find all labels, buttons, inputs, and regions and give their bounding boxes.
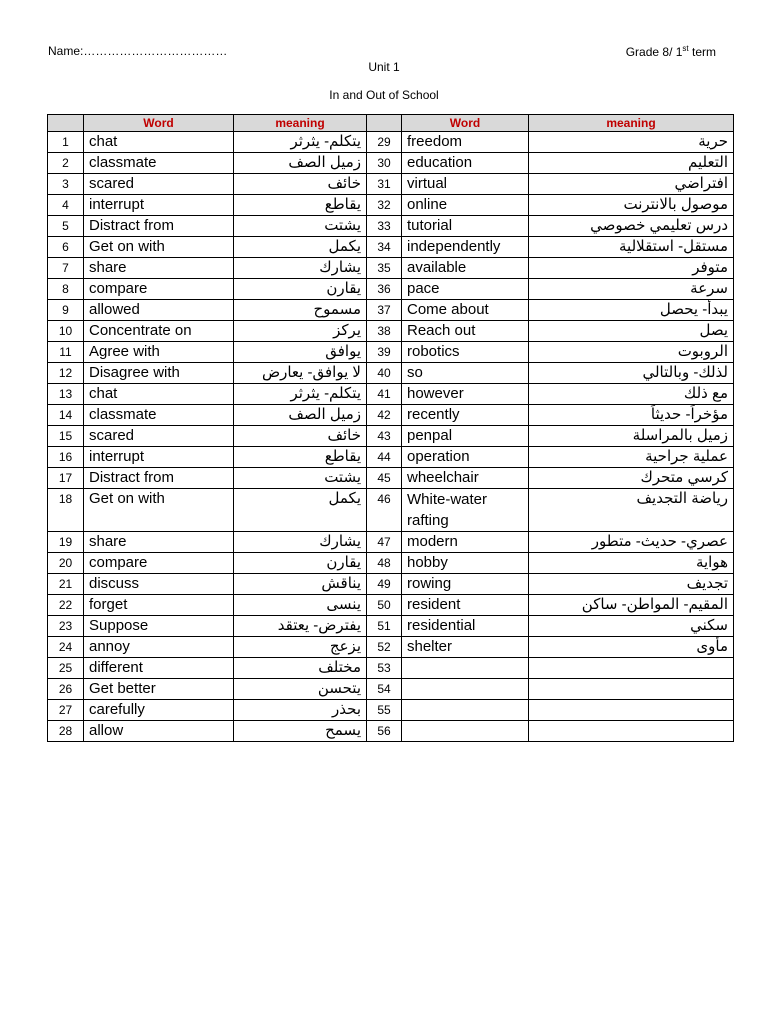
meaning-cell: يقاطع <box>234 447 367 468</box>
word-cell: Disagree with <box>84 363 234 384</box>
meaning-cell <box>529 700 734 721</box>
word-cell: share <box>84 258 234 279</box>
table-row <box>48 384 734 405</box>
meaning-cell: افتراضي <box>529 174 734 195</box>
word-cell: freedom <box>402 132 529 153</box>
word-cell: wheelchair <box>402 468 529 489</box>
row-number: 7 <box>48 258 84 279</box>
row-number: 36 <box>367 279 402 300</box>
table-row <box>48 553 734 574</box>
meaning-cell: متوفر <box>529 258 734 279</box>
row-number: 6 <box>48 237 84 258</box>
word-cell: White-water rafting <box>402 489 529 532</box>
meaning-cell: المقيم- المواطن- ساكن <box>529 595 734 616</box>
header-name-line <box>48 44 227 58</box>
word-cell <box>402 721 529 742</box>
word-cell: rowing <box>402 574 529 595</box>
row-number: 25 <box>48 658 84 679</box>
word-cell <box>402 658 529 679</box>
word-cell: Get on with <box>84 489 234 532</box>
word-cell: forget <box>84 595 234 616</box>
table-row <box>48 700 734 721</box>
vocabulary-table <box>47 114 734 742</box>
word-cell: hobby <box>402 553 529 574</box>
header-meaning-right: meaning <box>529 115 734 132</box>
meaning-cell: يزعج <box>234 637 367 658</box>
word-cell: discuss <box>84 574 234 595</box>
table-row <box>48 426 734 447</box>
meaning-cell: ينسى <box>234 595 367 616</box>
row-number: 35 <box>367 258 402 279</box>
word-cell: Reach out <box>402 321 529 342</box>
meaning-cell: لذلك- وبالتالي <box>529 363 734 384</box>
row-number: 23 <box>48 616 84 637</box>
table-row <box>48 153 734 174</box>
unit-subtitle: In and Out of School <box>329 88 439 102</box>
row-number: 49 <box>367 574 402 595</box>
meaning-cell <box>529 721 734 742</box>
meaning-cell: موصول بالانترنت <box>529 195 734 216</box>
row-number: 14 <box>48 405 84 426</box>
word-cell: Get better <box>84 679 234 700</box>
word-cell: chat <box>84 384 234 405</box>
row-number: 41 <box>367 384 402 405</box>
row-number: 18 <box>48 489 84 532</box>
meaning-cell <box>529 679 734 700</box>
meaning-cell: زميل الصف <box>234 153 367 174</box>
word-cell: Agree with <box>84 342 234 363</box>
word-cell: allowed <box>84 300 234 321</box>
word-cell: education <box>402 153 529 174</box>
meaning-cell: رياضة التجديف <box>529 489 734 532</box>
word-cell: Suppose <box>84 616 234 637</box>
word-cell: tutorial <box>402 216 529 237</box>
row-number: 48 <box>367 553 402 574</box>
word-cell: operation <box>402 447 529 468</box>
word-cell: different <box>84 658 234 679</box>
table-row <box>48 216 734 237</box>
meaning-cell: يشارك <box>234 532 367 553</box>
row-number: 39 <box>367 342 402 363</box>
table-row <box>48 174 734 195</box>
row-number: 50 <box>367 595 402 616</box>
table-row <box>48 132 734 153</box>
word-cell: shelter <box>402 637 529 658</box>
word-cell: compare <box>84 279 234 300</box>
meaning-cell: مؤخراً- حديثاً <box>529 405 734 426</box>
row-number: 30 <box>367 153 402 174</box>
row-number: 11 <box>48 342 84 363</box>
row-number: 8 <box>48 279 84 300</box>
row-number: 55 <box>367 700 402 721</box>
meaning-cell: مختلف <box>234 658 367 679</box>
row-number: 22 <box>48 595 84 616</box>
word-cell: online <box>402 195 529 216</box>
header-num-right <box>367 115 402 132</box>
row-number: 42 <box>367 405 402 426</box>
row-number: 31 <box>367 174 402 195</box>
meaning-cell: يتكلم- يثرثر <box>234 384 367 405</box>
row-number: 33 <box>367 216 402 237</box>
table-row <box>48 721 734 742</box>
word-cell: recently <box>402 405 529 426</box>
row-number: 38 <box>367 321 402 342</box>
row-number: 44 <box>367 447 402 468</box>
word-cell: annoy <box>84 637 234 658</box>
name-label: Name:……………………………… <box>48 44 228 58</box>
row-number: 53 <box>367 658 402 679</box>
word-cell: independently <box>402 237 529 258</box>
row-number: 24 <box>48 637 84 658</box>
row-number: 16 <box>48 447 84 468</box>
word-cell: allow <box>84 721 234 742</box>
meaning-cell: يتكلم- يثرثر <box>234 132 367 153</box>
row-number: 52 <box>367 637 402 658</box>
word-cell: residential <box>402 616 529 637</box>
row-number: 29 <box>367 132 402 153</box>
word-cell: chat <box>84 132 234 153</box>
meaning-cell: سكني <box>529 616 734 637</box>
meaning-cell: زميل الصف <box>234 405 367 426</box>
word-cell: scared <box>84 174 234 195</box>
row-number: 3 <box>48 174 84 195</box>
header-grade <box>626 44 716 59</box>
row-number: 12 <box>48 363 84 384</box>
row-number: 46 <box>367 489 402 532</box>
word-cell: however <box>402 384 529 405</box>
row-number: 9 <box>48 300 84 321</box>
row-number: 28 <box>48 721 84 742</box>
row-number: 10 <box>48 321 84 342</box>
unit-title: Unit 1 <box>368 60 400 74</box>
meaning-cell: يقارن <box>234 279 367 300</box>
meaning-cell: عملية جراحية <box>529 447 734 468</box>
word-cell: classmate <box>84 153 234 174</box>
row-number: 4 <box>48 195 84 216</box>
header-word-left: Word <box>84 115 234 132</box>
word-cell: pace <box>402 279 529 300</box>
header-word-right: Word <box>402 115 529 132</box>
table-row <box>48 595 734 616</box>
meaning-cell: تجديف <box>529 574 734 595</box>
table-row <box>48 195 734 216</box>
word-cell: Come about <box>402 300 529 321</box>
word-cell: available <box>402 258 529 279</box>
meaning-cell: يقاطع <box>234 195 367 216</box>
row-number: 21 <box>48 574 84 595</box>
meaning-cell: مسموح <box>234 300 367 321</box>
row-number: 19 <box>48 532 84 553</box>
word-cell: Distract from <box>84 468 234 489</box>
row-number: 15 <box>48 426 84 447</box>
row-number: 51 <box>367 616 402 637</box>
row-number: 20 <box>48 553 84 574</box>
table-row <box>48 532 734 553</box>
grade-prefix: Grade 8/ 1 <box>625 45 683 59</box>
row-number: 17 <box>48 468 84 489</box>
table-row <box>48 237 734 258</box>
meaning-cell: خائف <box>234 426 367 447</box>
meaning-cell: مع ذلك <box>529 384 734 405</box>
table-row <box>48 363 734 384</box>
meaning-cell: هواية <box>529 553 734 574</box>
meaning-cell: يركز <box>234 321 367 342</box>
meaning-cell: حرية <box>529 132 734 153</box>
row-number: 43 <box>367 426 402 447</box>
meaning-cell: يفترض- يعتقد <box>234 616 367 637</box>
word-cell: carefully <box>84 700 234 721</box>
word-cell: so <box>402 363 529 384</box>
word-cell: Concentrate on <box>84 321 234 342</box>
meaning-cell: يكمل <box>234 237 367 258</box>
word-cell: Distract from <box>84 216 234 237</box>
meaning-cell: يتحسن <box>234 679 367 700</box>
table-row <box>48 405 734 426</box>
meaning-cell: يسمح <box>234 721 367 742</box>
row-number: 40 <box>367 363 402 384</box>
word-cell: interrupt <box>84 195 234 216</box>
word-cell: share <box>84 532 234 553</box>
word-cell: scared <box>84 426 234 447</box>
row-number: 26 <box>48 679 84 700</box>
table-row <box>48 658 734 679</box>
header-num-left <box>48 115 84 132</box>
word-cell: modern <box>402 532 529 553</box>
meaning-cell: خائف <box>234 174 367 195</box>
table-row <box>48 468 734 489</box>
meaning-cell: درس تعليمي خصوصي <box>529 216 734 237</box>
header-meaning-left: meaning <box>234 115 367 132</box>
row-number: 47 <box>367 532 402 553</box>
grade-suffix: term <box>688 45 716 59</box>
meaning-cell <box>529 658 734 679</box>
row-number: 32 <box>367 195 402 216</box>
word-cell: resident <box>402 595 529 616</box>
meaning-cell: يشارك <box>234 258 367 279</box>
row-number: 27 <box>48 700 84 721</box>
meaning-cell: سرعة <box>529 279 734 300</box>
meaning-cell: يشتت <box>234 216 367 237</box>
table-row <box>48 489 734 532</box>
meaning-cell: يبدأ- يحصل <box>529 300 734 321</box>
word-cell: compare <box>84 553 234 574</box>
word-cell <box>402 679 529 700</box>
word-cell: classmate <box>84 405 234 426</box>
grade-sup: st <box>682 44 689 53</box>
row-number: 54 <box>367 679 402 700</box>
word-cell <box>402 700 529 721</box>
meaning-cell: يناقش <box>234 574 367 595</box>
table-row <box>48 279 734 300</box>
table-row <box>48 258 734 279</box>
meaning-cell: الروبوت <box>529 342 734 363</box>
meaning-cell: مأوى <box>529 637 734 658</box>
table-row <box>48 321 734 342</box>
row-number: 5 <box>48 216 84 237</box>
word-cell: penpal <box>402 426 529 447</box>
row-number: 45 <box>367 468 402 489</box>
meaning-cell: زميل بالمراسلة <box>529 426 734 447</box>
row-number: 56 <box>367 721 402 742</box>
table-header-row <box>48 115 734 132</box>
word-cell: virtual <box>402 174 529 195</box>
table-row <box>48 300 734 321</box>
row-number: 13 <box>48 384 84 405</box>
word-cell: Get on with <box>84 237 234 258</box>
table-row <box>48 342 734 363</box>
meaning-cell: بحذر <box>234 700 367 721</box>
table-row <box>48 447 734 468</box>
meaning-cell: يكمل <box>234 489 367 532</box>
table-row <box>48 574 734 595</box>
row-number: 37 <box>367 300 402 321</box>
table-row <box>48 679 734 700</box>
meaning-cell: يقارن <box>234 553 367 574</box>
word-cell: robotics <box>402 342 529 363</box>
table-row <box>48 616 734 637</box>
meaning-cell: كرسي متحرك <box>529 468 734 489</box>
row-number: 34 <box>367 237 402 258</box>
table-row <box>48 637 734 658</box>
word-cell: interrupt <box>84 447 234 468</box>
table-body <box>48 132 734 742</box>
meaning-cell: يوافق <box>234 342 367 363</box>
meaning-cell: عصري- حديث- متطور <box>529 532 734 553</box>
meaning-cell: لا يوافق- يعارض <box>234 363 367 384</box>
meaning-cell: يشتت <box>234 468 367 489</box>
meaning-cell: مستقل- استقلالية <box>529 237 734 258</box>
meaning-cell: يصل <box>529 321 734 342</box>
meaning-cell: التعليم <box>529 153 734 174</box>
row-number: 2 <box>48 153 84 174</box>
row-number: 1 <box>48 132 84 153</box>
